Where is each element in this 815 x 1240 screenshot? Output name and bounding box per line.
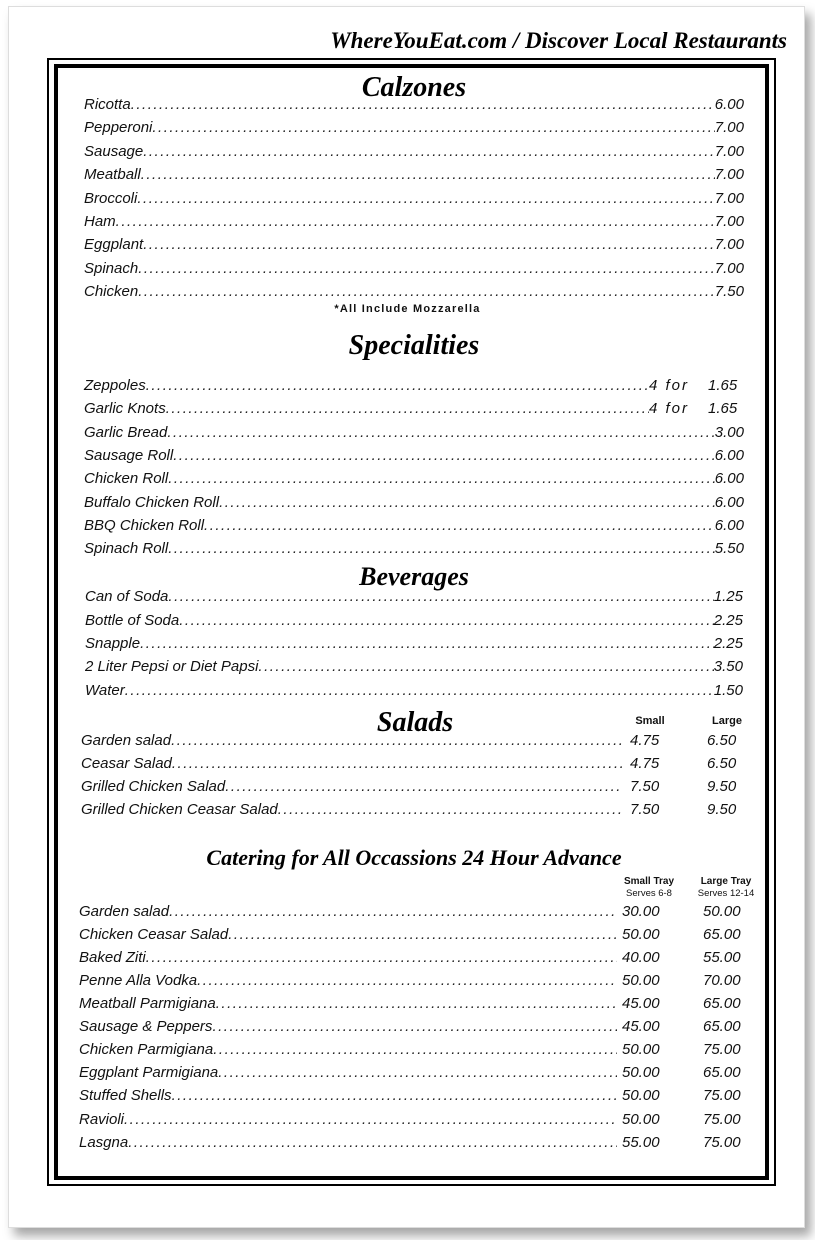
list-item: Chicken Roll ..... 6.00 — [84, 467, 744, 490]
small-price: 30.00 — [622, 903, 660, 920]
list-item: Snapple ..... 2.25 — [85, 632, 743, 655]
list-item: Bottle of Soda ..... 2.25 — [85, 609, 743, 632]
large-price: 55.00 — [703, 949, 741, 966]
list-item: Garden salad ..... — [81, 729, 622, 752]
salads-col-small: Small — [635, 715, 665, 727]
small-price: 45.00 — [622, 1018, 660, 1035]
list-item: Eggplant ..... 7.00 — [84, 233, 744, 256]
small-price: 55.00 — [622, 1134, 660, 1151]
list-item: Garden salad ..... — [79, 900, 617, 923]
small-price: 50.00 — [622, 1087, 660, 1104]
list-item: Spinach Roll ..... 5.50 — [84, 537, 744, 560]
large-price: 75.00 — [703, 1087, 741, 1104]
list-item: Eggplant Parmigiana ..... — [79, 1061, 617, 1084]
salads-col-large: Large — [712, 715, 742, 727]
small-price: 50.00 — [622, 926, 660, 943]
list-item: Grilled Chicken Ceasar Salad ..... — [81, 798, 622, 821]
catering-col-large: Large Tray — [700, 876, 752, 887]
list-item: Chicken Ceasar Salad ..... — [79, 923, 617, 946]
small-price: 7.50 — [630, 778, 660, 795]
small-price: 45.00 — [622, 995, 660, 1012]
calzones-title: Calzones — [361, 72, 467, 103]
list-item: Chicken ..... 7.50 — [84, 280, 744, 303]
list-item: Lasgna ..... — [79, 1131, 617, 1154]
list-item: Can of Soda ..... 1.25 — [85, 585, 743, 608]
list-item: Sausage Roll ..... 6.00 — [84, 444, 744, 467]
large-price: 6.50 — [707, 732, 737, 749]
list-item: Buffalo Chicken Roll ..... 6.00 — [84, 491, 744, 514]
large-price: 6.50 — [707, 755, 737, 772]
large-price: 75.00 — [703, 1111, 741, 1128]
calzones-note: *All Include Mozzarella — [334, 303, 481, 315]
large-price: 50.00 — [703, 903, 741, 920]
list-item: Ravioli ..... — [79, 1108, 617, 1131]
large-price: 65.00 — [703, 1064, 741, 1081]
list-item: Grilled Chicken Salad ..... — [81, 775, 622, 798]
list-item: Water ..... 1.50 — [85, 679, 743, 702]
list-item: Penne Alla Vodka ..... — [79, 969, 617, 992]
catering-title: Catering for All Occassions 24 Hour Advance — [206, 845, 622, 870]
small-price: 50.00 — [622, 1111, 660, 1128]
specialities-title: Specialities — [348, 330, 480, 361]
site-header[interactable]: WhereYouEat.com / Discover Local Restaurants — [330, 28, 787, 53]
list-item: Meatball ..... 7.00 — [84, 163, 744, 186]
list-item: Ham ..... 7.00 — [84, 210, 744, 233]
large-price: 65.00 — [703, 926, 741, 943]
beverages-title: Beverages — [359, 562, 469, 591]
large-price: 75.00 — [703, 1041, 741, 1058]
small-price: 50.00 — [622, 1041, 660, 1058]
small-price: 50.00 — [622, 972, 660, 989]
large-price: 75.00 — [703, 1134, 741, 1151]
small-price: 40.00 — [622, 949, 660, 966]
list-item: Ceasar Salad ..... — [81, 752, 622, 775]
small-price: 4.75 — [630, 732, 660, 749]
small-price: 4.75 — [630, 755, 660, 772]
large-price: 9.50 — [707, 801, 737, 818]
list-item: Sausage & Peppers ..... — [79, 1015, 617, 1038]
catering-col-large-sub: Serves 12-14 — [697, 888, 755, 899]
catering-col-small-sub: Serves 6-8 — [626, 888, 672, 899]
large-price: 70.00 — [703, 972, 741, 989]
list-item: Chicken Parmigiana ..... — [79, 1038, 617, 1061]
small-price: 7.50 — [630, 801, 660, 818]
large-price: 65.00 — [703, 1018, 741, 1035]
list-item: Garlic Bread ..... 3.00 — [84, 421, 744, 444]
list-item: 2 Liter Pepsi or Diet Papsi ..... 3.50 — [85, 655, 743, 678]
list-item: Sausage ..... 7.00 — [84, 140, 744, 163]
list-item: Ricotta ..... 6.00 — [84, 93, 744, 116]
list-item: Zeppoles ..... 4 for — [84, 374, 689, 397]
price: 1.65 — [708, 400, 738, 417]
catering-col-small: Small Tray — [623, 876, 675, 887]
list-item: Pepperoni ..... 7.00 — [84, 116, 744, 139]
list-item: Baked Ziti ..... — [79, 946, 617, 969]
price: 1.65 — [708, 377, 738, 394]
list-item: Spinach ..... 7.00 — [84, 257, 744, 280]
list-item: Garlic Knots ..... 4 for — [84, 397, 689, 420]
small-price: 50.00 — [622, 1064, 660, 1081]
large-price: 9.50 — [707, 778, 737, 795]
salads-title: Salads — [376, 707, 454, 738]
list-item: Meatball Parmigiana ..... — [79, 992, 617, 1015]
list-item: Broccoli ..... 7.00 — [84, 187, 744, 210]
list-item: Stuffed Shells ..... — [79, 1084, 617, 1107]
large-price: 65.00 — [703, 995, 741, 1012]
list-item: BBQ Chicken Roll ..... 6.00 — [84, 514, 744, 537]
